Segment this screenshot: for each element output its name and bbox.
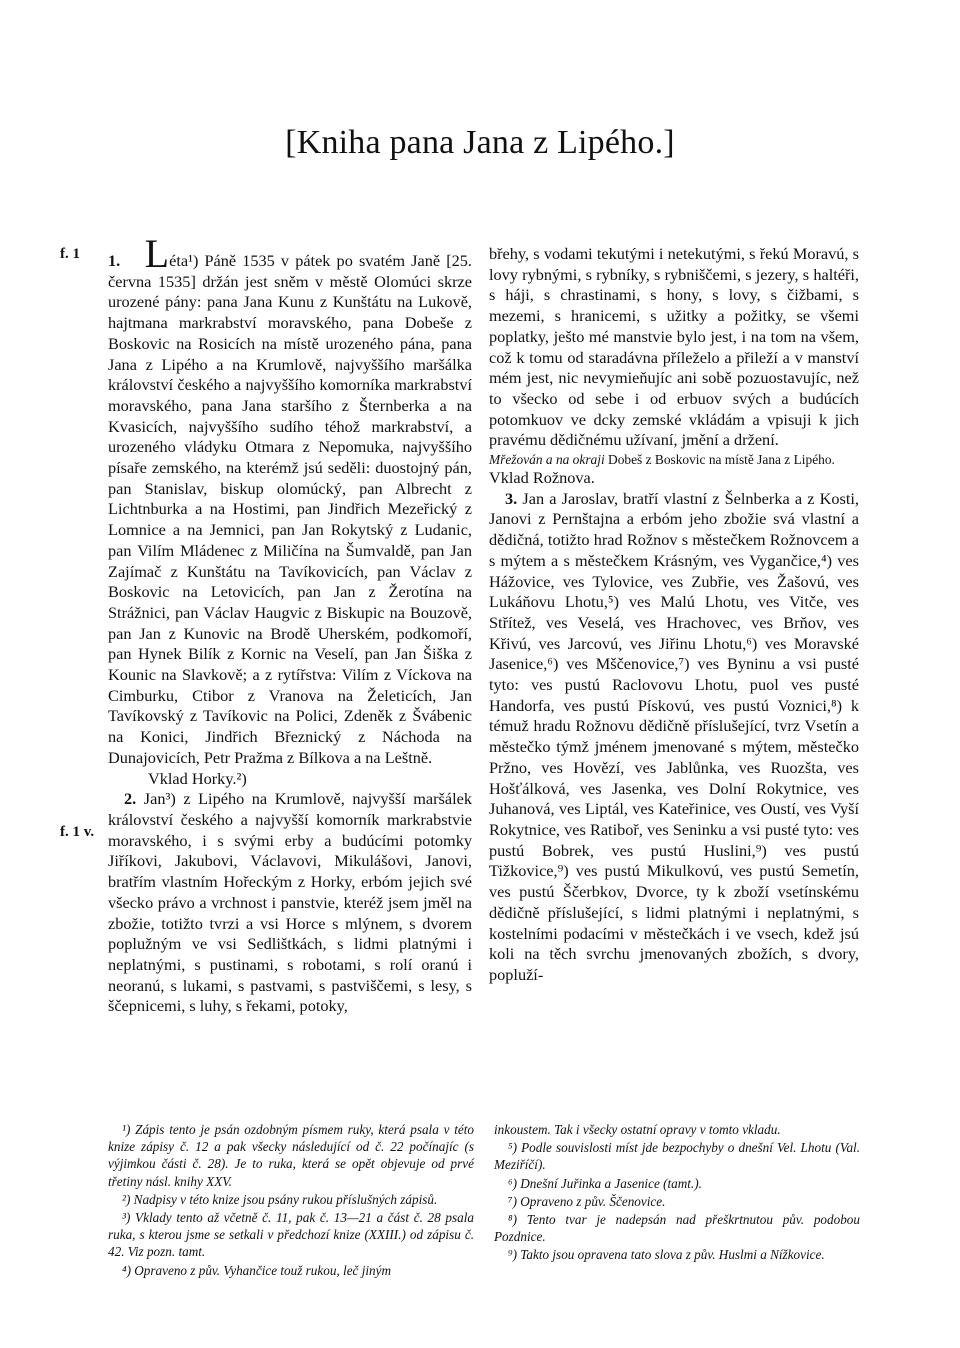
- footnote-9: ⁹) Takto jsou opravena tato slova z pův. Huslmi a Nížkovice.: [508, 1247, 825, 1263]
- footnote-6: ⁶) Dnešní Juřinka a Jasenice (tamt.).: [508, 1175, 702, 1191]
- left-column: [108, 231, 473, 1017]
- entry-1-initial: L: [144, 231, 170, 276]
- entry-1: [108, 231, 472, 769]
- footnotes-right: [494, 1121, 860, 1265]
- right-column: [489, 244, 859, 986]
- footnote-2: ²) Nadpisy v této knize jsou psány rukou příslušných zápisů.: [122, 1191, 438, 1207]
- margin-folio-1v: f. 1 v.: [60, 824, 95, 840]
- entry-2: [108, 789, 472, 1017]
- entry-3: [489, 489, 859, 986]
- inline-note-italic: Mřežován a na okraji: [489, 452, 605, 468]
- page-title: [Kniha pana Jana z Lipého.]: [285, 124, 675, 161]
- entry-2-number: 2.: [124, 789, 137, 809]
- entry-1-text: éta¹) Páně 1535 v pátek po svatém Janě [25. června 1535] držán jest sněm v městě Olomúci skrze urozené pány: pana Jana Kunu z Kunštátu na Lukově, hajtmana markrabství moravského, pana Dobeše z Boskovic na Rosicích na místě urozeného pána, pana Jana z Lipého a na Krumlově, najvyššího maršálka království českého a najvyššího komorníka markrabství moravského, pana Jana staršího z Šternberka a na Kvasicích, najvyššího sudího téhož markrabství, a urozeného vládyku Otmara z Nepomuka, najvyššího písaře zemského, na kterémž jsú seděli: duostojný pán, pan Stanislav, biskup olomúcký, pan Albrecht z Lichtnburka a na Hostimi, pan Jindřich Mezeřický z Lomnice a na Jemnici, pan Jan Rokytský z Ludanic, pan Vilím Mládenec z Miličína na Šumvaldě, pan Jan Zajímač z Kunštátu na Tavíkovicích, pan Václav z Boskovic na Letovicích, pan Jan z Žerotína na Strážnici, pan Václav Haugvic z Biskupic na Bouzově, pan Jan z Kunovic na Brodě Uherském, podkomoří, pan Hynek Bilík z Kornic na Veselí, pan Jan Šiška z Kounic na Slavkově; a z rytířstva: Vilím z Víckova na Cimburku, Ctibor z Vranova na Želeticích, Jan Tavíkovský z Tavíkovic na Polici, Zdeněk z Švábenic na Konici, Jindřich Březnický z Náchoda na Dunajovicích, Petr Pražma z Bílkova a na Leštně.: [108, 251, 472, 767]
- footnotes-left: [108, 1121, 474, 1280]
- entry-1-number: 1.: [108, 251, 121, 270]
- footnote-7: ⁷) Opraveno z pův. Ščenovice.: [508, 1193, 666, 1209]
- entry-2-text: Jan³) z Lipého na Krumlově, najvyšší maršálek království českého a najvyšší komorník markrabstvie moravského, i s svými erby a budúcími potomky Jiříkovi, Jakubovi, Václavovi, Mikulášovi, Janovi, bratřím vlastním Hořeckým z Horky, erbóm jejich své všecko právo a vrchnost i panstvie, kteréž jsem jměl na zbožie, totižto tvrzi a vsi Horce s mlýnem, s dvorem poplužným ve vsi Sedlištkách, s lidmi platnými i neplatnými, s pustinami, s robotami, s rolí oranú i neoranú, s lukami, s pastvami, s pastviščemi, s lesy, s ščepnicemi, s luhy, s řekami, potoky,: [108, 789, 473, 1016]
- heading-roznova: Vklad Rožnova.: [489, 468, 595, 488]
- entry-3-text: Jan a Jaroslav, bratří vlastní z Šelnberka a z Kosti, Janovi z Pernštajna a erbóm jeho zbožie svá vlastní a dědičná, totižto hrad Rožnov s městečkem Rožnovcem a s mýtem a s městečkem Krásným, ves Vygančice,⁴) ves Hážovice, ves Tylovice, ves Zubřie, ves Žašovú, ves Lukáňovu Lhotu,⁵) ves Malú Lhotu, ves Vitče, ves Střítež, ves Veselá, ves Hrachovec, ves Brňov, ves Křivú, ves Jarcovú, ves Jiřinu Lhotu,⁶) ves Moravské Jasenice,⁶) ves Mščenovice,⁷) ves Byninu a vsi pusté tyto: ves pustú Raclovovu Lhotu, puol ves pusté Handorfa, ves pustú Pískovú, ves pustú Voznici,⁸) k témuž hradu Rožnovu dědičně příslušející, tvrz Vsetín a městečko týmž jménem jmenované s mýtem, městečko Pržno, ves Hovězí, ves Jablůnka, ves Ruozšta, ves Hošťálková, ves Jasenka, ves Dolní Rokytnice, ves Juhanová, ves Liptál, ves Kateřinice, ves Oustí, ves Vyší Rokytnice, ves Ratiboř, ves Seninku a vsi pusté tyto: ves pustú Bobrek, ves pustú Huslini,⁹) ves pustú Tižkovice,⁹) ves pustú Mikulkovú, ves pustú Semetín, ves pustú Ščerbkov, Dvorce, ty k zboží vsetínskému dědičně příslušející, s lidmi platnými i neplatnými, s kostelními podacími v městečkách i ve vsech, kdež jsú koli na těch svrchu jmenovaných zbožích, s dvory, popluží-: [489, 488, 859, 984]
- footnote-4-continued: inkoustem. Tak i všecky ostatní opravy v tomto vkladu.: [494, 1122, 781, 1137]
- margin-folio-1: f. 1: [60, 246, 80, 262]
- footnote-5: ⁵) Podle souvislosti míst jde bezpochyby o dnešní Vel. Lhotu (Val. Meziříčí).: [494, 1140, 860, 1173]
- footnote-1: ¹) Zápis tento je psán ozdobným písmem ruky, která psala v této knize zápisy č. 12 a pak všecky následující od č. 22 počínajíc (s výjimkou části č. 28). Je to ruka, která se opět objevuje od prvé třetiny násl. knihy XXV.: [108, 1122, 474, 1189]
- inline-note-rest: Dobeš z Boskovic na místě Jana z Lipého.: [608, 452, 835, 468]
- footnote-8: ⁸) Tento tvar je nadepsán nad přeškrtnutou pův. podobou Pozdnice.: [494, 1212, 860, 1245]
- footnote-4: ⁴) Opraveno z pův. Vyhančice touž rukou, leč jiným: [122, 1262, 391, 1278]
- footnote-3: ³) Vklady tento až včetně č. 11, pak č. 13—21 a část č. 28 psala ruka, s kterou jsme se setkali v předchozí knize (XXIII.) od zápisu č. 42. Viz pozn. tamt.: [108, 1210, 474, 1260]
- inline-note: [489, 451, 859, 468]
- entry-3-number: 3.: [505, 488, 518, 508]
- heading-horky: Vklad Horky.²): [148, 768, 247, 788]
- entry-2-continued: břehy, s vodami tekutými i netekutými, s řekú Moravú, s lovy rybnými, s rybníky, s rybniščemi, s jezery, s haltéři, s háji, s chrastinami, s hony, s lovy, s čižbami, s mezemi, s hranicemi, s užitky a požitky, se všemi poplatky, ješto mé manstvie bylo jest, i na tom na všem, což k tomu od staradávna příleželo a přileží a v manství mém jest, nic nevymieňujíc ani sobě pozuostavujíc, než to všecko od sebe i od erbuov svých a budúcích potomkuov ve dcky zemské vkládám a vpisuji k jich pravému dědičnému užívaní, jmění a držení.: [489, 244, 859, 450]
